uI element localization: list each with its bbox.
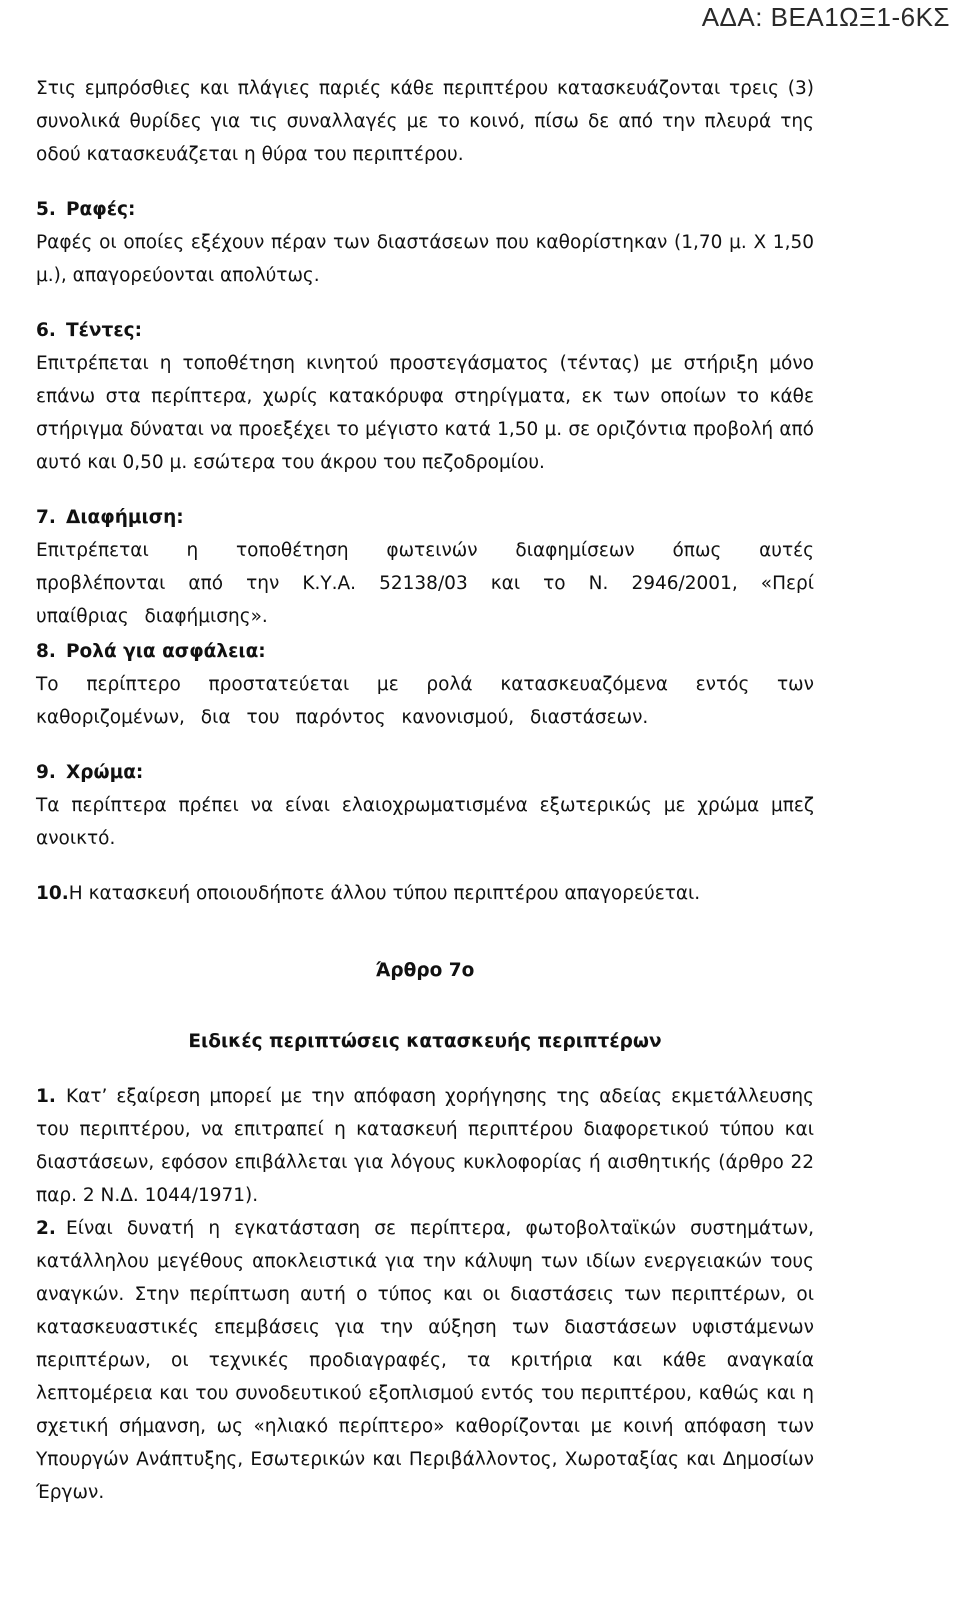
- item-9: [36, 756, 814, 855]
- item-number: 1.: [36, 1086, 56, 1107]
- item-heading: Χρώμα:: [66, 762, 144, 783]
- item-text: Επιτρέπεται η τοποθέτηση κινητού προστεγάσματος (τέντας) με στήριξη μόνο επάνω στα περίπτερα, χωρίς κατακόρυφα στηρίγματα, εκ των οποίων το κάθε στήριγμα δύναται να προεξέχει το μέγιστο κατά 1,50 μ. σε οριζόντια προβολή από αυτό και 0,50 μ. εσώτερα του άκρου του πεζοδρομίου.: [36, 353, 814, 473]
- article-title: Άρθρο 7ο: [375, 960, 475, 981]
- item-7-heading: [36, 501, 814, 534]
- article-subtitle: Ειδικές περιπτώσεις κατασκευής περιπτέρων: [188, 1031, 662, 1052]
- item-number: 8.: [36, 641, 56, 662]
- item-number: 9.: [36, 762, 56, 783]
- item-text: Επιτρέπεται η τοποθέτηση φωτεινών διαφημίσεων όπως αυτές προβλέπονται από την Κ.Υ.Α. 52138/03 και το Ν. 2946/2001, «Περί υπαίθριας διαφήμισης».: [36, 540, 814, 627]
- item-text: Το περίπτερο προστατεύεται με ρολά κατασκευαζόμενα εντός των καθοριζομένων, δια του παρόντος κανονισμού, διαστάσεων.: [36, 674, 814, 728]
- item-number: 6.: [36, 320, 56, 341]
- item-heading: Ραφές:: [66, 199, 136, 220]
- item-7: [36, 501, 814, 633]
- article-item-1: [36, 1080, 814, 1212]
- item-heading: Διαφήμιση:: [66, 507, 184, 528]
- item-heading: Ρολά για ασφάλεια:: [66, 641, 266, 662]
- item-5: [36, 193, 814, 292]
- article-item-text: [36, 1080, 814, 1212]
- article-item-text: [36, 1212, 814, 1509]
- item-10: [36, 877, 814, 910]
- item-8: [36, 635, 814, 734]
- document-body: [36, 72, 814, 1509]
- item-8-heading: [36, 635, 814, 668]
- item-number: 10.: [36, 883, 69, 904]
- intro-paragraph: Στις εμπρόσθιες και πλάγιες παριές κάθε περιπτέρου κατασκευάζονται τρεις (3) συνολικά θυρίδες για τις συναλλαγές με το κοινό, πίσω δε από την πλευρά της οδού κατασκευάζεται η θύρα του περιπτέρου.: [36, 78, 814, 165]
- item-number: 5.: [36, 199, 56, 220]
- item-number: 7.: [36, 507, 56, 528]
- article-item-body: Είναι δυνατή η εγκατάσταση σε περίπτερα, φωτοβολταϊκών συστημάτων, κατάλληλου μεγέθους αποκλειστικά για την κάλυψη των ιδίων ενεργειακών τους αναγκών. Στην περίπτωση αυτή ο τύπος και οι διαστάσεις των περιπτέρων, οι κατασκευαστικές επεμβάσεις για την αύξηση των διαστάσεων υφιστάμενων περιπτέρων, οι τεχνικές προδιαγραφές, τα κριτήρια και κάθε αναγκαία λεπτομέρεια και του συνοδευτικού εξοπλισμού εντός του περιπτέρου, καθώς και η σχετική σήμανση, ως «ηλιακό περίπτερο» καθορίζονται με κοινή απόφαση των Υπουργών Ανάπτυξης, Εσωτερικών και Περιβάλλοντος, Χωροταξίας και Δημοσίων Έργων.: [36, 1218, 814, 1503]
- item-6: [36, 314, 814, 479]
- article-item-body: Κατ’ εξαίρεση μπορεί με την απόφαση χορήγησης της αδείας εκμετάλλευσης του περιπτέρου, να επιτραπεί η κατασκευή περιπτέρου διαφορετικού τύπου και διαστάσεων, εφόσον επιβάλλεται για λόγους κυκλοφορίας ή αισθητικής (άρθρο 22 παρ. 2 Ν.Δ. 1044/1971).: [36, 1086, 814, 1206]
- item-heading: Τέντες:: [66, 320, 142, 341]
- item-text: Τα περίπτερα πρέπει να είναι ελαιοχρωματισμένα εξωτερικώς με χρώμα μπεζ ανοικτό.: [36, 795, 814, 849]
- item-6-heading: [36, 314, 814, 347]
- item-number: 2.: [36, 1218, 56, 1239]
- item-text: Η κατασκευή οποιουδήποτε άλλου τύπου περιπτέρου απαγορεύεται.: [68, 883, 701, 904]
- item-9-heading: [36, 756, 814, 789]
- item-5-heading: [36, 193, 814, 226]
- item-text: Ραφές οι οποίες εξέχουν πέραν των διαστάσεων που καθορίστηκαν (1,70 μ. Χ 1,50 μ.), απαγορεύονται απολύτως.: [36, 232, 814, 286]
- article-item-2: [36, 1212, 814, 1509]
- ada-code: ΑΔΑ: ΒΕΑ1ΩΞ1-6ΚΣ: [701, 2, 950, 32]
